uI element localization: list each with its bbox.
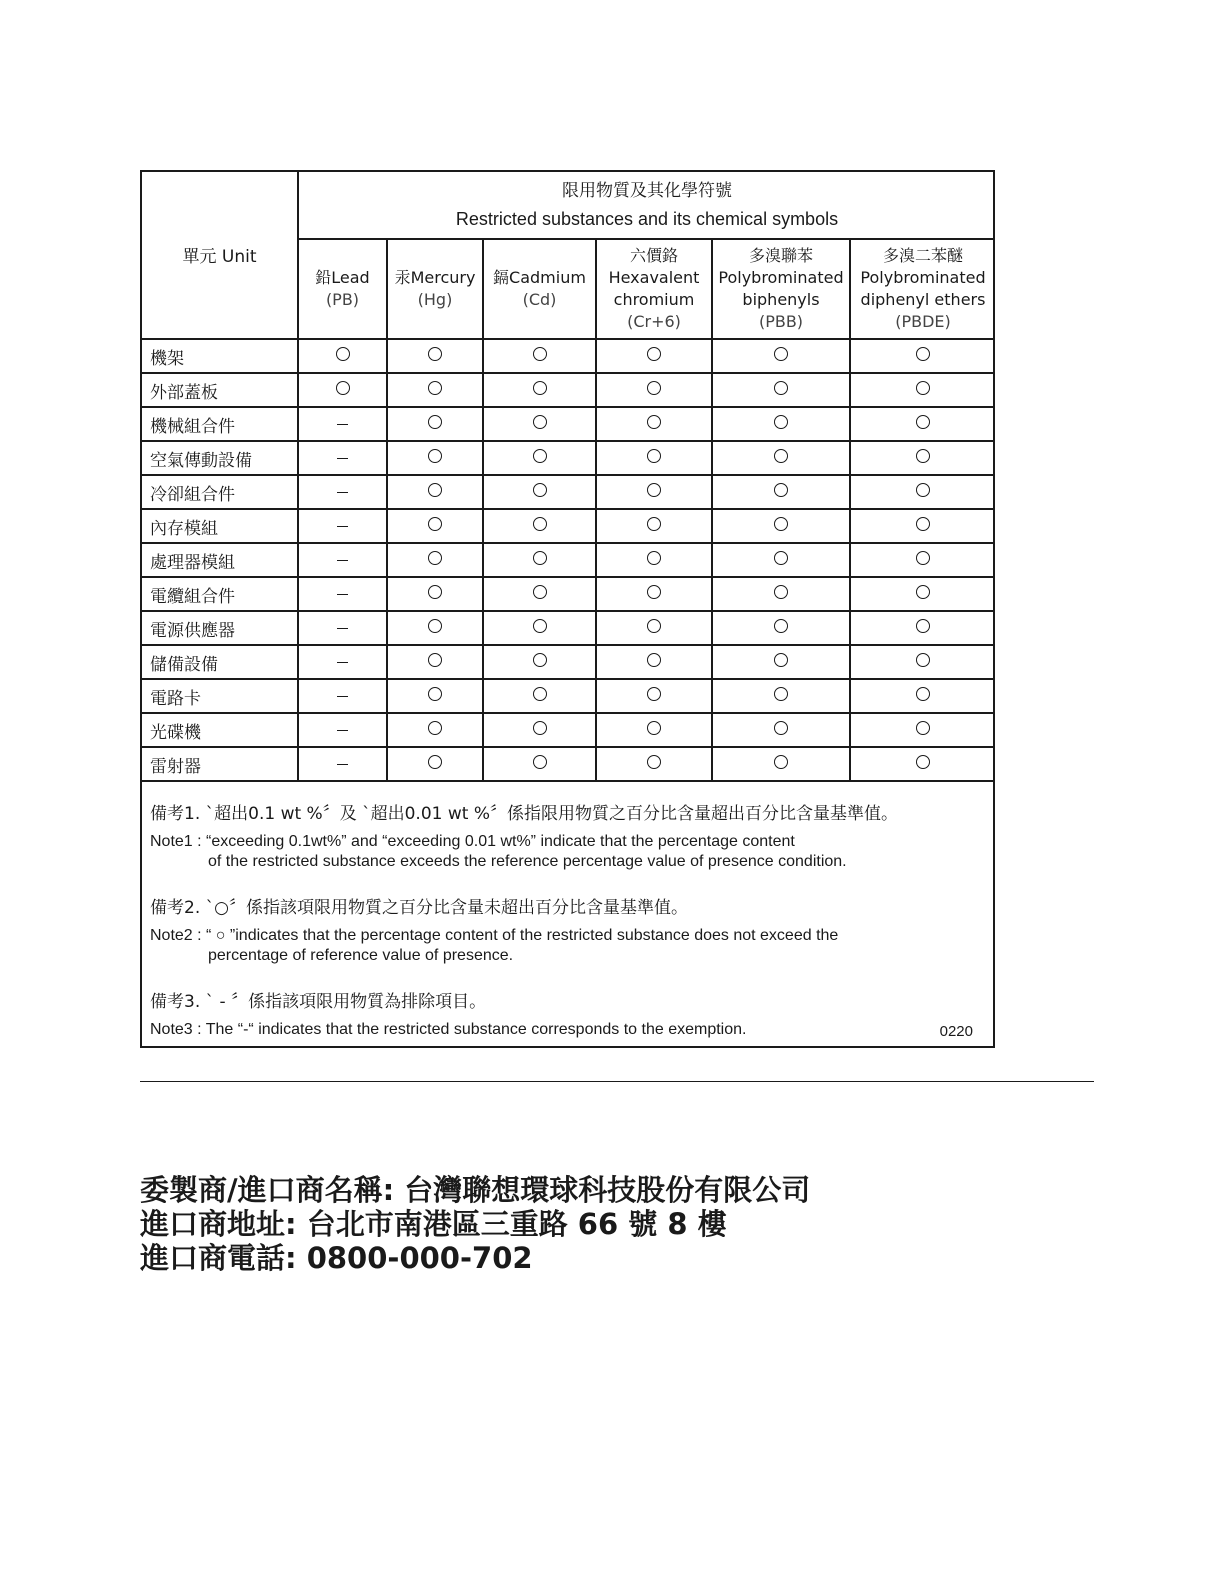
- substance-cell: [387, 373, 483, 407]
- substance-name-zh: 多溴聯苯: [748, 246, 813, 265]
- substance-cell: [596, 747, 712, 781]
- table-row: [142, 543, 995, 577]
- circle-mark-icon: [774, 687, 788, 701]
- circle-mark-icon: [428, 517, 442, 531]
- substance-cell: [483, 747, 596, 781]
- circle-mark-icon: [533, 381, 547, 395]
- note-en-line: percentage of reference value of presence.: [208, 947, 514, 964]
- dash-mark-icon: [337, 628, 348, 629]
- substance-cell: [298, 713, 387, 747]
- circle-mark-icon: [647, 687, 661, 701]
- circle-mark-icon: [916, 449, 930, 463]
- substance-name-zh: 汞Mercury: [394, 268, 476, 287]
- restricted-substances-table: [142, 172, 995, 782]
- unit-label: 雷射器: [142, 747, 298, 781]
- circle-mark-icon: [533, 551, 547, 565]
- circle-mark-icon: [428, 619, 442, 633]
- substance-cell: [387, 475, 483, 509]
- substance-name-en: Polybrominated biphenyls: [718, 268, 844, 309]
- circle-mark-icon: [647, 653, 661, 667]
- circle-mark-icon: [428, 483, 442, 497]
- substance-cell: [483, 577, 596, 611]
- substance-cell: [712, 373, 850, 407]
- circle-mark-icon: [428, 551, 442, 565]
- substance-symbol: (Cd): [522, 290, 557, 309]
- dash-mark-icon: [337, 560, 348, 561]
- substance-cell: [596, 441, 712, 475]
- table-row: [142, 713, 995, 747]
- substance-cell: [850, 577, 995, 611]
- substance-cell: [483, 645, 596, 679]
- notes-section: [150, 804, 980, 1066]
- substance-header: [596, 239, 712, 339]
- circle-mark-icon: [428, 687, 442, 701]
- substance-header: [387, 239, 483, 339]
- table-row: [142, 407, 995, 441]
- circle-mark-icon: [533, 347, 547, 361]
- circle-mark-icon: [647, 755, 661, 769]
- note-en: [150, 1020, 980, 1040]
- substance-cell: [483, 407, 596, 441]
- dash-mark-icon: [337, 458, 348, 459]
- circle-mark-icon: [774, 619, 788, 633]
- circle-mark-icon: [647, 619, 661, 633]
- document-code: 0220: [939, 1023, 973, 1040]
- unit-label: 處理器模組: [142, 543, 298, 577]
- substance-name-zh: 鎘Cadmium: [493, 268, 586, 287]
- substance-cell: [483, 475, 596, 509]
- substances-title-zh: 限用物質及其化學符號: [562, 181, 732, 201]
- note-zh: 備考2. ˋ○〞係指該項限用物質之百分比含量未超出百分比含量基準值。: [150, 898, 688, 918]
- substance-cell: [712, 339, 850, 373]
- circle-mark-icon: [533, 449, 547, 463]
- substance-cell: [387, 679, 483, 713]
- substance-cell: [483, 679, 596, 713]
- circle-mark-icon: [533, 415, 547, 429]
- substance-cell: [387, 577, 483, 611]
- circle-mark-icon: [647, 517, 661, 531]
- circle-mark-icon: [916, 653, 930, 667]
- unit-label: 光碟機: [142, 713, 298, 747]
- substance-cell: [850, 475, 995, 509]
- note-en-line: Note2 : “ ○ ”indicates that the percentage content of the restricted substance does not exceed the: [150, 927, 839, 944]
- table-row: [142, 373, 995, 407]
- unit-label: 電纜組合件: [142, 577, 298, 611]
- circle-mark-icon: [428, 449, 442, 463]
- substance-cell: [712, 509, 850, 543]
- importer-phone: 進口商電話: 0800-000-702: [140, 1241, 533, 1275]
- table-row: [142, 645, 995, 679]
- substance-header: [483, 239, 596, 339]
- note-zh: 備考3. ˋ - 〞係指該項限用物質為排除項目。: [150, 992, 487, 1012]
- circle-mark-icon: [774, 381, 788, 395]
- circle-mark-icon: [916, 517, 930, 531]
- substance-cell: [387, 509, 483, 543]
- substances-title-en: Restricted substances and its chemical symbols: [455, 209, 839, 229]
- circle-mark-icon: [916, 721, 930, 735]
- horizontal-divider: [140, 1081, 1094, 1082]
- rohs-declaration-frame: [140, 170, 995, 1048]
- substance-cell: [483, 509, 596, 543]
- circle-mark-icon: [916, 415, 930, 429]
- substance-cell: [298, 611, 387, 645]
- circle-mark-icon: [916, 381, 930, 395]
- substance-header: [712, 239, 850, 339]
- circle-mark-icon: [533, 653, 547, 667]
- circle-mark-icon: [428, 585, 442, 599]
- circle-mark-icon: [647, 381, 661, 395]
- substance-cell: [850, 645, 995, 679]
- substance-cell: [596, 475, 712, 509]
- substance-cell: [483, 373, 596, 407]
- substance-cell: [298, 679, 387, 713]
- substance-name-en: Polybrominated diphenyl ethers: [860, 268, 986, 309]
- substance-cell: [483, 441, 596, 475]
- circle-mark-icon: [533, 483, 547, 497]
- dash-mark-icon: [337, 764, 348, 765]
- substance-cell: [712, 441, 850, 475]
- dash-mark-icon: [337, 526, 348, 527]
- unit-label: 機架: [142, 339, 298, 373]
- circle-mark-icon: [774, 755, 788, 769]
- unit-label: 內存模組: [142, 509, 298, 543]
- circle-mark-icon: [774, 551, 788, 565]
- note-block: [150, 898, 980, 966]
- circle-mark-icon: [428, 415, 442, 429]
- substance-cell: [712, 577, 850, 611]
- substance-cell: [298, 407, 387, 441]
- substance-cell: [596, 407, 712, 441]
- substance-cell: [596, 339, 712, 373]
- substance-cell: [596, 645, 712, 679]
- substance-cell: [850, 543, 995, 577]
- substance-cell: [850, 611, 995, 645]
- circle-mark-icon: [428, 721, 442, 735]
- circle-mark-icon: [533, 585, 547, 599]
- circle-mark-icon: [774, 653, 788, 667]
- substance-cell: [298, 543, 387, 577]
- circle-mark-icon: [647, 347, 661, 361]
- circle-mark-icon: [916, 687, 930, 701]
- circle-mark-icon: [774, 415, 788, 429]
- substance-cell: [850, 407, 995, 441]
- circle-mark-icon: [533, 619, 547, 633]
- substance-cell: [483, 611, 596, 645]
- substance-cell: [850, 713, 995, 747]
- substance-cell: [596, 543, 712, 577]
- circle-mark-icon: [774, 449, 788, 463]
- circle-mark-icon: [533, 721, 547, 735]
- substance-header: [850, 239, 995, 339]
- dash-mark-icon: [337, 492, 348, 493]
- circle-mark-icon: [647, 585, 661, 599]
- circle-mark-icon: [647, 449, 661, 463]
- substance-cell: [387, 747, 483, 781]
- dash-mark-icon: [337, 662, 348, 663]
- substance-cell: [298, 373, 387, 407]
- importer-info: [140, 1173, 810, 1275]
- substance-cell: [596, 373, 712, 407]
- substance-cell: [850, 441, 995, 475]
- unit-label: 機械組合件: [142, 407, 298, 441]
- unit-label: 電源供應器: [142, 611, 298, 645]
- unit-label: 儲備設備: [142, 645, 298, 679]
- substance-cell: [850, 679, 995, 713]
- note-en-line: Note1 : “exceeding 0.1wt%” and “exceeding 0.01 wt%” indicate that the percentage content: [150, 833, 795, 850]
- circle-mark-icon: [647, 483, 661, 497]
- substance-cell: [712, 645, 850, 679]
- substance-cell: [712, 611, 850, 645]
- note-en-line: of the restricted substance exceeds the reference percentage value of presence condition.: [208, 853, 847, 870]
- circle-mark-icon: [533, 517, 547, 531]
- substance-symbol: (Hg): [417, 290, 453, 309]
- substance-cell: [596, 577, 712, 611]
- substance-name-zh: 多溴二苯醚: [883, 246, 964, 265]
- dash-mark-icon: [337, 594, 348, 595]
- substance-cell: [298, 645, 387, 679]
- table-row: [142, 441, 995, 475]
- substance-cell: [712, 679, 850, 713]
- table-row: [142, 747, 995, 781]
- circle-mark-icon: [916, 585, 930, 599]
- circle-mark-icon: [428, 381, 442, 395]
- importer-name: 委製商/進口商名稱: 台灣聯想環球科技股份有限公司: [140, 1173, 811, 1207]
- substance-name-zh: 鉛Lead: [315, 268, 370, 287]
- circle-mark-icon: [647, 551, 661, 565]
- circle-mark-icon: [428, 653, 442, 667]
- note-en-line: Note3 : The “-“ indicates that the restricted substance corresponds to the exemption.: [150, 1021, 747, 1038]
- table-row: [142, 611, 995, 645]
- note-zh: 備考1. ˋ超出0.1 wt %〞及 ˋ超出0.01 wt %〞係指限用物質之百分比含量超出百分比含量基準值。: [150, 804, 898, 824]
- substance-cell: [298, 475, 387, 509]
- substance-cell: [850, 747, 995, 781]
- substance-cell: [387, 339, 483, 373]
- table-row: [142, 577, 995, 611]
- substance-cell: [712, 713, 850, 747]
- circle-mark-icon: [428, 347, 442, 361]
- table-row: [142, 509, 995, 543]
- circle-mark-icon: [774, 517, 788, 531]
- substance-symbol: (PBB): [758, 312, 804, 331]
- substance-name-en: Hexavalent chromium: [608, 268, 700, 309]
- substance-cell: [850, 509, 995, 543]
- substance-cell: [712, 475, 850, 509]
- substance-symbol: (Cr+6): [627, 312, 681, 331]
- substance-cell: [712, 543, 850, 577]
- substance-cell: [596, 509, 712, 543]
- substance-cell: [483, 339, 596, 373]
- dash-mark-icon: [337, 730, 348, 731]
- circle-mark-icon: [647, 721, 661, 735]
- substance-cell: [387, 407, 483, 441]
- table-row: [142, 679, 995, 713]
- note-block: [150, 992, 980, 1040]
- circle-mark-icon: [533, 687, 547, 701]
- substance-cell: [387, 441, 483, 475]
- substance-cell: [387, 645, 483, 679]
- dash-mark-icon: [337, 696, 348, 697]
- unit-label: 空氣傳動設備: [142, 441, 298, 475]
- circle-mark-icon: [647, 415, 661, 429]
- circle-mark-icon: [533, 755, 547, 769]
- note-en: [150, 832, 980, 872]
- substance-cell: [712, 407, 850, 441]
- substance-cell: [850, 339, 995, 373]
- table-row: [142, 339, 995, 373]
- substance-cell: [298, 339, 387, 373]
- circle-mark-icon: [774, 483, 788, 497]
- substance-cell: [596, 611, 712, 645]
- note-en: [150, 926, 980, 966]
- substance-cell: [298, 509, 387, 543]
- substances-title: [298, 172, 995, 239]
- unit-label: 電路卡: [142, 679, 298, 713]
- unit-label: 外部蓋板: [142, 373, 298, 407]
- circle-mark-icon: [916, 755, 930, 769]
- circle-mark-icon: [774, 347, 788, 361]
- circle-mark-icon: [916, 619, 930, 633]
- substance-cell: [298, 577, 387, 611]
- substance-cell: [483, 543, 596, 577]
- substance-cell: [596, 679, 712, 713]
- substance-cell: [483, 713, 596, 747]
- unit-label: 冷卻組合件: [142, 475, 298, 509]
- substance-cell: [850, 373, 995, 407]
- circle-mark-icon: [336, 347, 350, 361]
- unit-header: 單元 Unit: [142, 172, 298, 339]
- importer-address: 進口商地址: 台北市南港區三重路 66 號 8 樓: [140, 1207, 727, 1241]
- substance-cell: [387, 543, 483, 577]
- substance-symbol: (PBDE): [895, 312, 951, 331]
- dash-mark-icon: [337, 424, 348, 425]
- circle-mark-icon: [916, 551, 930, 565]
- substance-cell: [712, 747, 850, 781]
- circle-mark-icon: [916, 483, 930, 497]
- substance-cell: [298, 441, 387, 475]
- note-block: [150, 804, 980, 872]
- circle-mark-icon: [336, 381, 350, 395]
- circle-mark-icon: [774, 585, 788, 599]
- table-row: [142, 475, 995, 509]
- substance-name-zh: 六價鉻: [629, 246, 678, 265]
- substance-cell: [387, 611, 483, 645]
- substance-symbol: (PB): [325, 290, 360, 309]
- substance-cell: [596, 713, 712, 747]
- circle-mark-icon: [428, 755, 442, 769]
- circle-mark-icon: [916, 347, 930, 361]
- substance-header: [298, 239, 387, 339]
- circle-mark-icon: [774, 721, 788, 735]
- substance-cell: [298, 747, 387, 781]
- substance-cell: [387, 713, 483, 747]
